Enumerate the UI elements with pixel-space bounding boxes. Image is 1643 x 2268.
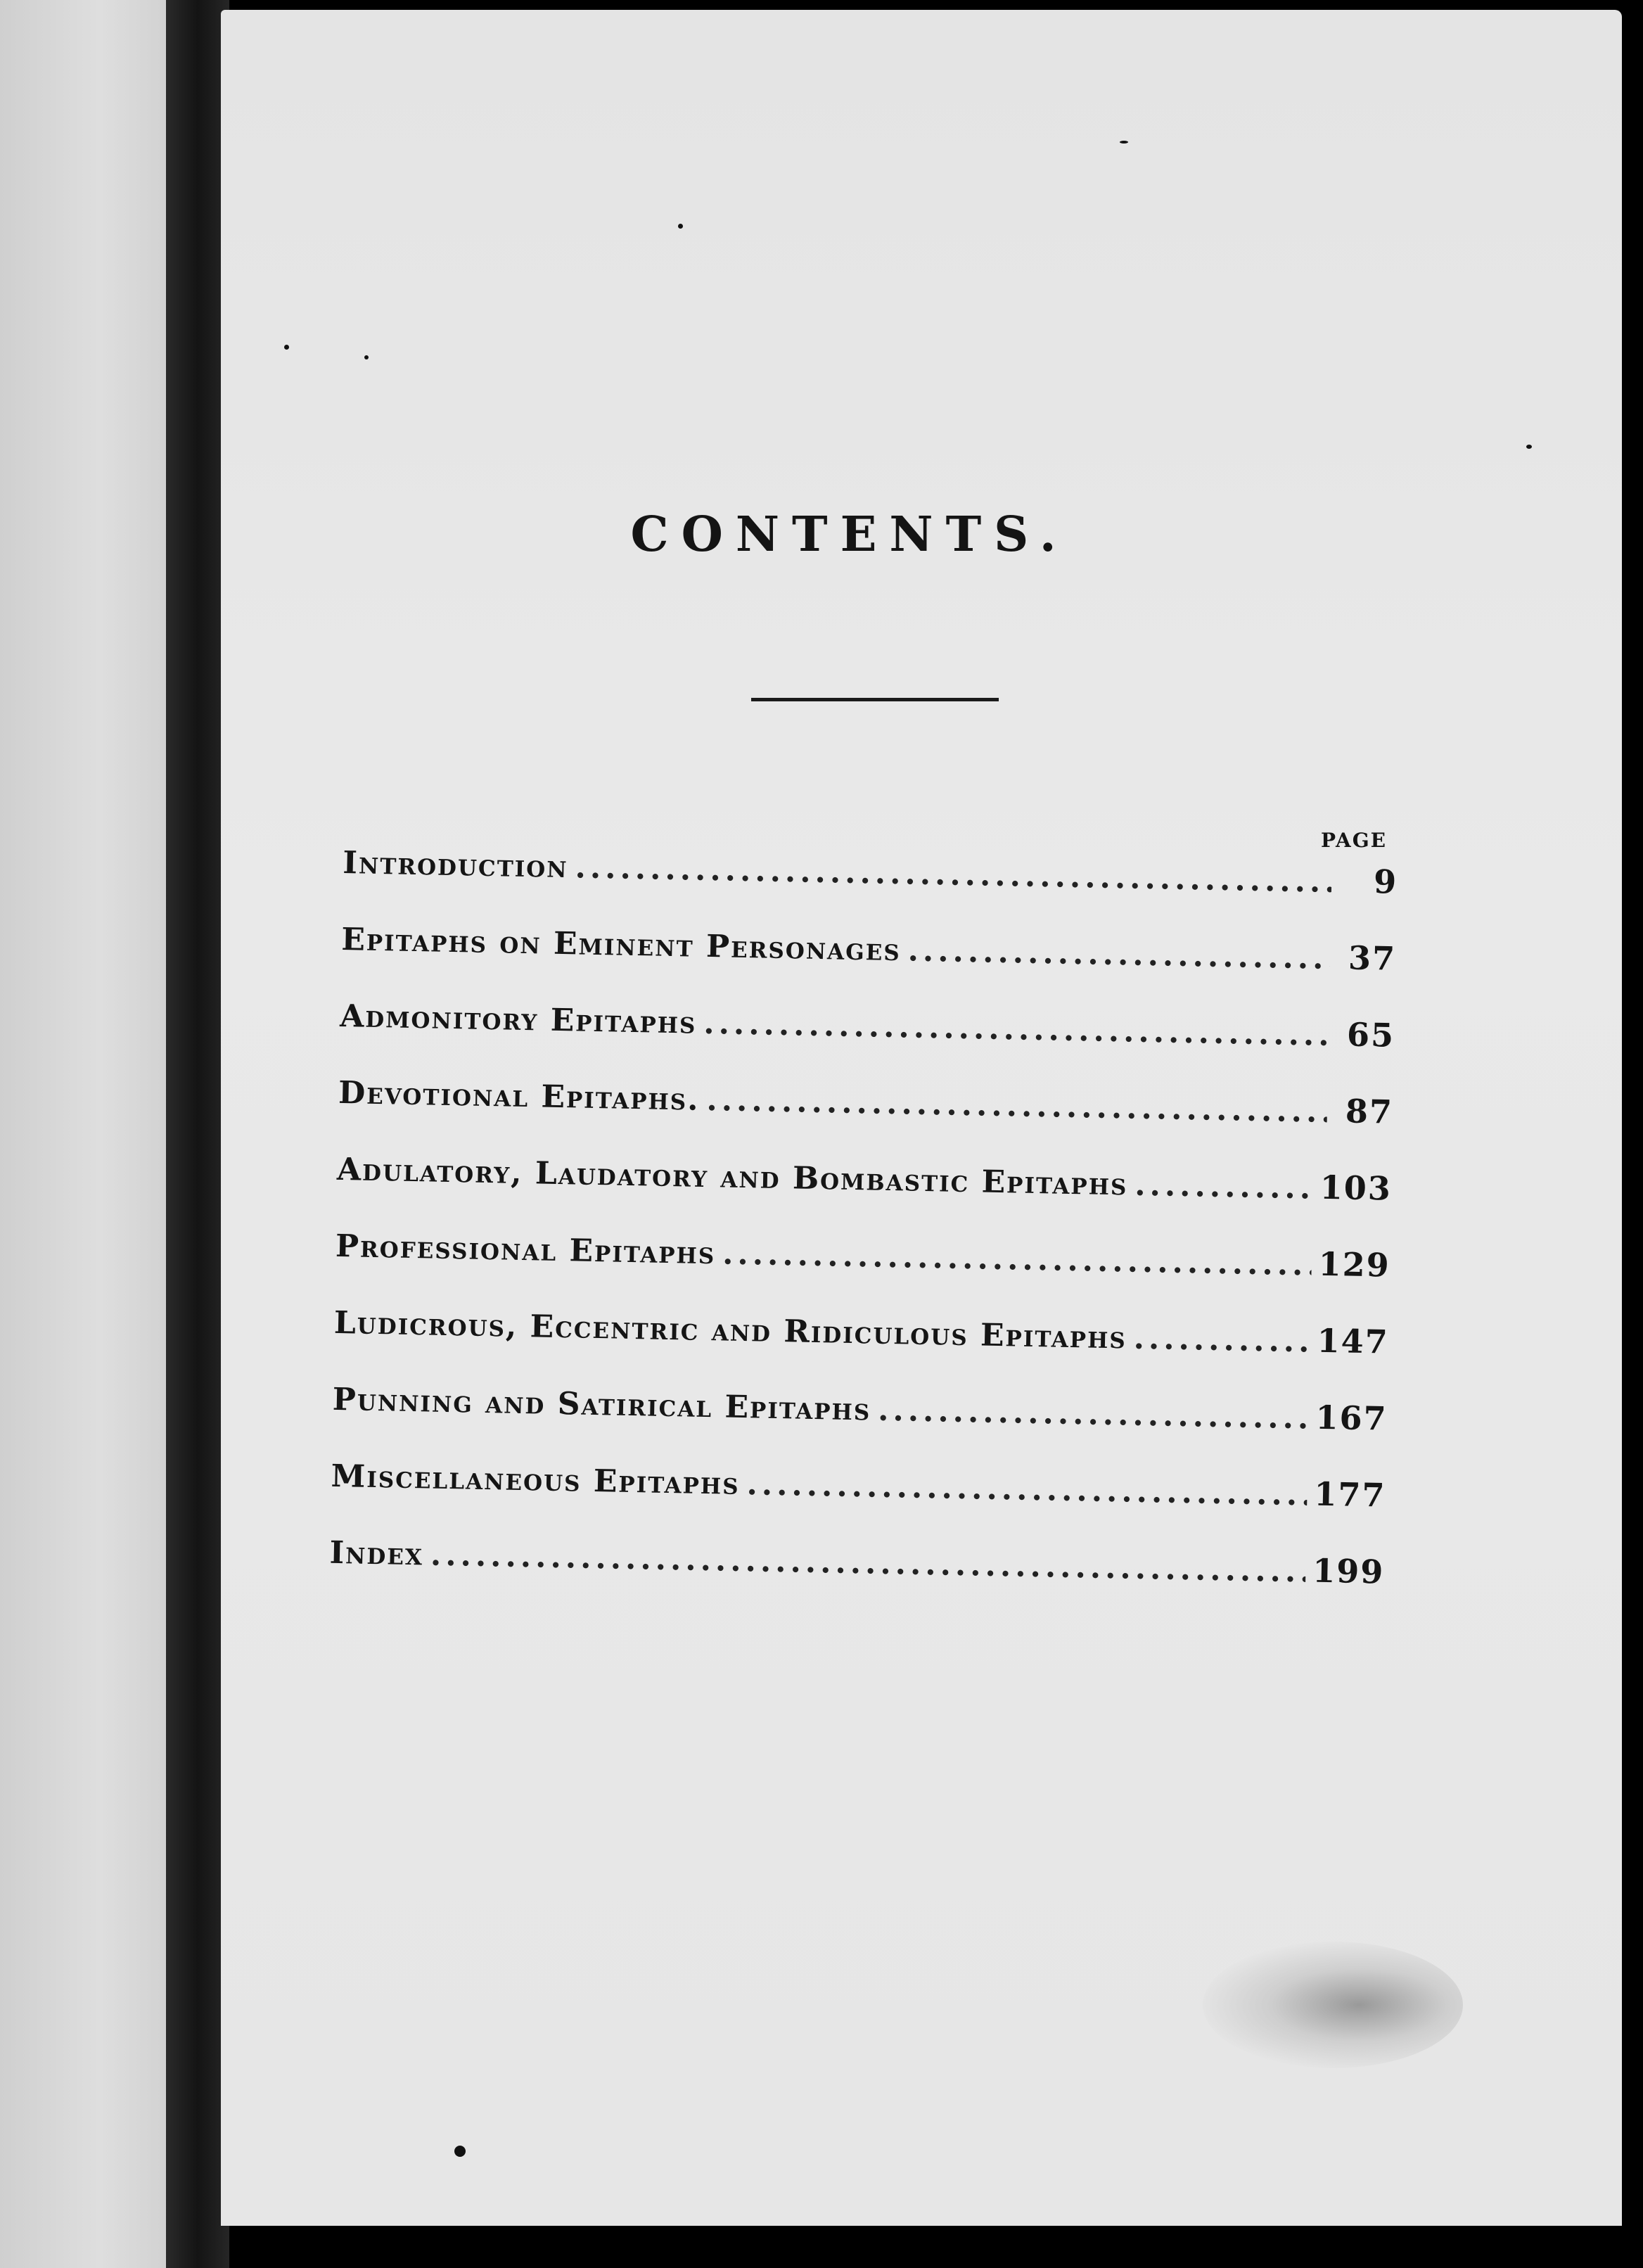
dust-speck	[364, 355, 369, 359]
toc-entry-page: 129	[1318, 1244, 1391, 1285]
dust-speck	[1120, 141, 1128, 144]
toc-entry-title: Epitaphs on Eminent Personages	[340, 921, 902, 969]
toc-entry-title: Miscellaneous Epitaphs	[331, 1458, 741, 1502]
dot-leader	[746, 1466, 1308, 1512]
table-of-contents	[328, 843, 1398, 1630]
toc-entry-page: 199	[1312, 1551, 1385, 1591]
toc-entry-page: 87	[1345, 1092, 1394, 1131]
title-divider-rule	[751, 698, 999, 701]
toc-entry-page: 177	[1313, 1474, 1386, 1515]
dot-leader	[907, 932, 1330, 976]
facing-page-edge	[0, 0, 166, 2268]
toc-entry-page: 167	[1315, 1398, 1388, 1438]
toc-entry-title: Professional Epitaphs	[335, 1228, 716, 1272]
dot-leader	[1134, 1167, 1313, 1206]
toc-entry-title: Ludicrous, Eccentric and Ridiculous Epitaphs	[333, 1304, 1127, 1356]
toc-entry-page: 147	[1317, 1321, 1390, 1361]
toc-entry-page: 103	[1319, 1168, 1393, 1208]
page-title: CONTENTS.	[630, 507, 1069, 563]
dust-speck	[678, 224, 683, 229]
dot-leader	[722, 1235, 1312, 1282]
toc-entry-title: Punning and Satirical Epitaphs	[332, 1381, 871, 1428]
paper-stain	[1203, 1942, 1463, 2068]
dust-speck	[454, 2146, 466, 2157]
toc-entry-title: Devotional Epitaphs.	[338, 1074, 701, 1118]
page-column-label: PAGE	[1321, 829, 1387, 852]
toc-entry-title: Introduction	[342, 844, 569, 886]
toc-entry-page: 9	[1373, 862, 1398, 901]
dust-speck	[284, 345, 289, 350]
dot-leader	[1133, 1320, 1310, 1360]
dust-speck	[1526, 445, 1532, 449]
toc-entry-page: 37	[1348, 938, 1397, 978]
toc-entry-title: Index	[329, 1534, 424, 1573]
book-spine-gutter	[166, 0, 229, 2268]
dot-leader	[878, 1392, 1309, 1436]
toc-entry-title: Adulatory, Laudatory and Bombastic Epitaphs	[336, 1151, 1128, 1203]
toc-entry-title: Admonitory Epitaphs	[339, 998, 697, 1041]
toc-entry-page: 65	[1346, 1015, 1395, 1055]
